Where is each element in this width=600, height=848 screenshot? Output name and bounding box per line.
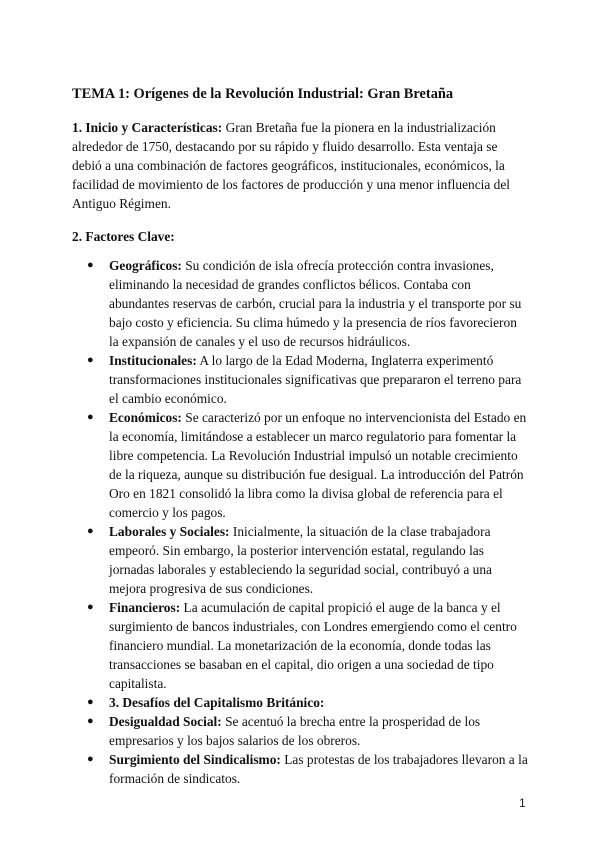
factor-label: Laborales y Sociales: (109, 524, 230, 539)
factor-geograficos (72, 256, 528, 351)
factor-laborales (72, 522, 528, 598)
bullet-icon: ● (87, 696, 94, 708)
factor-financieros (72, 598, 528, 693)
section-factores-heading: 2. Factores Clave: (72, 229, 175, 244)
desafio-sindicalismo (72, 750, 528, 788)
factor-label: Económicos: (109, 410, 182, 425)
factor-label: Financieros: (109, 600, 181, 615)
factor-label: 3. Desafíos del Capitalismo Británico: (109, 695, 325, 710)
bullet-icon: ● (87, 525, 94, 537)
factor-text: Se caracterizó por un enfoque no intervencionista del Estado en la economía, limitándose a establecer un marco regulatorio para fomentar la libre competencia. La Revolución Industrial impulsó un notable crecimiento de la riqueza, aunque su distribución fue desigual. La introducción del Patrón Oro en 1821 consolidó la libra como la divisa global de referencia para el comercio y los pagos. (109, 410, 527, 520)
factor-institucionales (72, 351, 528, 408)
desafio-desigualdad (72, 712, 528, 750)
bullet-icon: ● (87, 715, 94, 727)
document-title: TEMA 1: Orígenes de la Revolución Industrial: Gran Bretaña (72, 86, 454, 102)
section-inicio-text: Gran Bretaña fue la pionera en la industrialización alrededor de 1750, destacando por su rápido y fluido desarrollo. Esta ventaja se debió a una combinación de factores geográficos, institucionales, económicos, la facilidad de movimiento de los factores de producción y una menor influencia del Antiguo Régimen. (72, 120, 511, 211)
factor-label: Geográficos: (109, 258, 182, 273)
factor-label: Desigualdad Social: (109, 714, 222, 729)
factor-label: Surgimiento del Sindicalismo: (109, 752, 281, 767)
factor-text: Se acentuó la brecha entre la prosperidad de los empresarios y los bajos salarios de los obreros. (109, 714, 481, 748)
bullet-icon: ● (87, 601, 94, 613)
factor-text: Su condición de isla ofrecía protección contra invasiones, eliminando la necesidad de grandes conflictos bélicos. Contaba con abundantes reservas de carbón, crucial para la industria y el transporte por su bajo costo y eficiencia. Su clima húmedo y la presencia de ríos favorecieron la expansión de canales y el uso de recursos hidráulicos. (109, 258, 522, 349)
factor-text: Inicialmente, la situación de la clase trabajadora empeoró. Sin embargo, la posterior intervención estatal, regulando las jornadas laborales y estableciendo la seguridad social, contribuyó a una mejora progresiva de sus condiciones. (109, 524, 492, 596)
factor-economicos (72, 408, 528, 522)
bullet-icon: ● (87, 259, 94, 271)
factor-label: Institucionales: (109, 353, 197, 368)
factors-list (72, 256, 528, 788)
factor-text: A lo largo de la Edad Moderna, Inglaterra experimentó transformaciones institucionales significativas que prepararon el terreno para el cambio económico. (109, 353, 522, 406)
bullet-icon: ● (87, 753, 94, 765)
bullet-icon: ● (87, 411, 94, 423)
bullet-icon: ● (87, 354, 94, 366)
section-desafios-heading (72, 693, 528, 712)
section-inicio-label: 1. Inicio y Características: (72, 120, 223, 135)
factor-text: La acumulación de capital propició el auge de la banca y el surgimiento de bancos industriales, con Londres emergiendo como el centro financiero mundial. La monetarización de la economía, donde todas las transacciones se basaban en el capital, dio origen a una sociedad de tipo capitalista. (109, 600, 517, 691)
page-number: 1 (519, 796, 526, 810)
document-page (72, 84, 528, 788)
factor-text: Las protestas de los trabajadores llevaron a la formación de sindicatos. (109, 752, 528, 786)
section-inicio (72, 118, 528, 213)
